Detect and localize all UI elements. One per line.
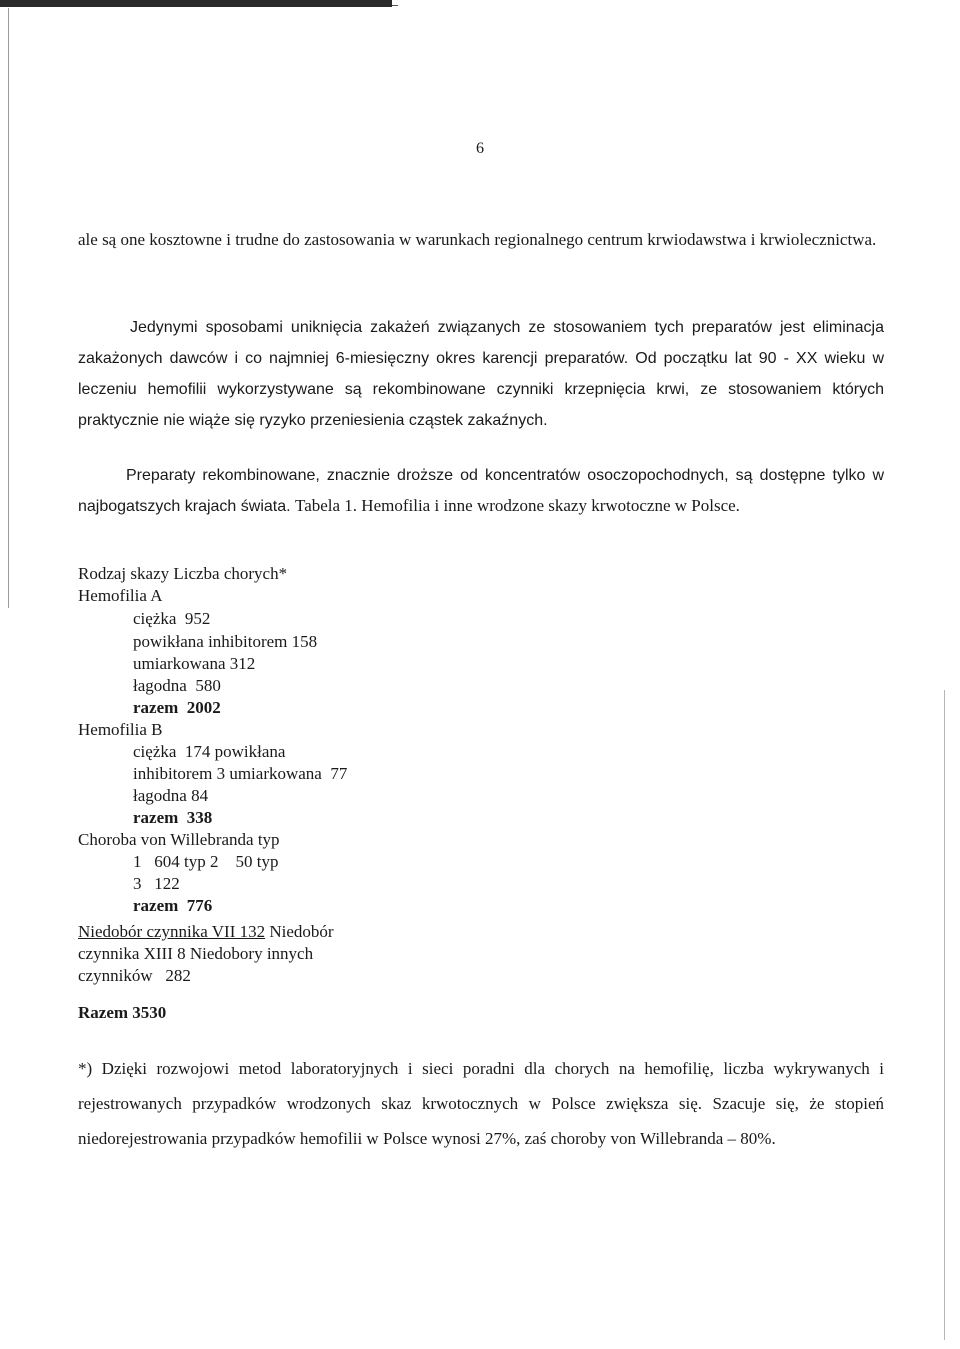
table-row: umiarkowana 312 bbox=[133, 654, 256, 673]
table-subtotal: razem 776 bbox=[133, 896, 213, 915]
table-caption: Tabela 1. Hemofilia i inne wrodzone skazy krwotoczne w Polsce. bbox=[295, 496, 740, 515]
page-number: 6 bbox=[476, 140, 484, 157]
table-group-title: Hemofilia B bbox=[78, 720, 163, 739]
table-row: łagodna 84 bbox=[133, 786, 209, 805]
table-row: czynników 282 bbox=[78, 966, 191, 985]
scan-edge-right bbox=[944, 690, 945, 1340]
table-row: 3 122 bbox=[133, 874, 180, 893]
table-row: ciężka 952 bbox=[133, 609, 211, 628]
paragraph-preparations-part-1: Jedynymi sposobami uniknięcia zakażeń związanych ze stosowaniem tych preparatów jest eliminacja zakażonych dawców i co najmniej 6-miesięczny okres karencji preparatów. bbox=[78, 319, 884, 367]
paragraph-recombinant-text: Preparaty rekombinowane, znacznie droższe od koncentratów osoczopochodnych, są dostępne tylko w najbogatszych krajach świata. bbox=[78, 467, 884, 515]
table-row: powikłana inhibitorem 158 bbox=[133, 632, 318, 651]
table-header: Rodzaj skazy Liczba chorych* bbox=[78, 564, 288, 583]
table-row: ciężka 174 powikłana bbox=[133, 742, 286, 761]
table-row bbox=[78, 921, 334, 943]
table-subtotal: razem 2002 bbox=[133, 698, 221, 717]
table-row: inhibitorem 3 umiarkowana 77 bbox=[133, 764, 348, 783]
paragraph-preparations bbox=[78, 312, 884, 436]
table-group-title: Choroba von Willebranda typ bbox=[78, 830, 280, 849]
paragraph-intro: ale są one kosztowne i trudne do zastosowania w warunkach regionalnego centrum krwiodawstwa i krwiolecznictwa. bbox=[78, 230, 877, 249]
scan-edge-top-tail bbox=[392, 5, 398, 6]
footnote: *) Dzięki rozwojowi metod laboratoryjnych i sieci poradni dla chorych na hemofilię, liczba wykrywanych i rejestrowanych przypadków wrodzonych skaz krwotocznych w Polsce zwiększa się. Szacuje się, że stopień niedorejestrowania przypadków hemofilii w Polsce wynosi 27%, zaś choroby von Willebranda – 80%. bbox=[78, 1059, 884, 1148]
table-group-title: Hemofilia A bbox=[78, 586, 163, 605]
table-row-rest: Niedobór bbox=[265, 922, 334, 941]
paragraph-recombinant bbox=[78, 460, 884, 522]
table-row: łagodna 580 bbox=[133, 676, 221, 695]
table-row: 1 604 typ 2 50 typ bbox=[133, 852, 279, 871]
scan-edge-top bbox=[0, 0, 392, 7]
paragraph-preparations-part-2: Od początku lat 90 - XX wieku w leczeniu hemofilii wykorzystywane są rekombinowane czynniki krzepnięcia krwi, ze stosowaniem których praktycznie nie wiąże się ryzyko przeniesienia cząstek zakaźnych. bbox=[78, 350, 884, 429]
table-row: czynnika XIII 8 Niedobory innych bbox=[78, 944, 314, 963]
table-row-underlined: Niedobór czynnika VII 132 bbox=[78, 922, 266, 941]
table-grand-total: Razem 3530 bbox=[78, 1003, 167, 1022]
table-subtotal: razem 338 bbox=[133, 808, 213, 827]
scan-edge-left bbox=[8, 8, 9, 608]
